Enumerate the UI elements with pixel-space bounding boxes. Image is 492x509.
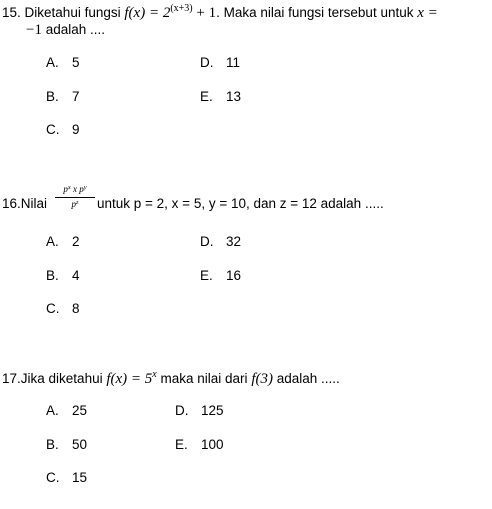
option-value: 7: [72, 89, 80, 104]
option-d[interactable]: [200, 234, 241, 249]
question-number: 16.: [2, 196, 21, 211]
exponent: x: [152, 369, 157, 380]
exponent: (x+3): [170, 3, 193, 14]
option-e[interactable]: [200, 268, 241, 283]
option-d[interactable]: [175, 403, 224, 418]
option-letter: A.: [46, 234, 59, 249]
fraction: [55, 184, 95, 211]
variable-x: x =: [417, 5, 438, 21]
option-letter: B.: [46, 89, 59, 104]
option-letter: D.: [200, 55, 214, 70]
option-b[interactable]: [46, 437, 87, 452]
option-b[interactable]: [46, 89, 80, 104]
option-letter: C.: [46, 470, 60, 485]
option-value: 125: [201, 403, 224, 418]
option-c[interactable]: [46, 122, 80, 137]
option-d[interactable]: [200, 55, 240, 70]
option-value: 32: [226, 234, 242, 249]
option-letter: A.: [46, 403, 59, 418]
option-letter: E.: [200, 268, 213, 283]
option-letter: C.: [46, 122, 60, 137]
option-a[interactable]: [46, 403, 87, 418]
option-value: 4: [72, 268, 80, 283]
question-text: adalah ....: [45, 22, 106, 37]
option-letter: D.: [200, 234, 214, 249]
option-letter: C.: [46, 301, 60, 316]
function-expression: f(x) = 2: [124, 5, 171, 21]
option-letter: A.: [46, 55, 59, 70]
option-value: 50: [72, 437, 88, 452]
option-value: 13: [226, 89, 242, 104]
question-text: adalah .....: [276, 371, 340, 386]
question-17-stem: [2, 370, 340, 389]
fraction-denominator: $p^z$: [71, 199, 79, 209]
function-tail: + 1: [196, 5, 217, 21]
option-a[interactable]: [46, 234, 80, 249]
question-16-stem-start: [2, 195, 47, 212]
question-number: 17.: [2, 371, 21, 386]
option-value: 11: [226, 55, 241, 70]
option-c[interactable]: [46, 301, 80, 316]
option-letter: B.: [46, 268, 59, 283]
question-number: 15.: [2, 5, 21, 20]
fraction-numerator: $p^x$ x $p^y$: [63, 184, 87, 194]
function-expression: f(x) = 5: [106, 371, 153, 387]
option-a[interactable]: [46, 55, 80, 70]
option-b[interactable]: [46, 268, 80, 283]
option-value: 8: [72, 301, 80, 316]
option-value: 16: [226, 268, 242, 283]
question-16-stem-end: [97, 195, 384, 212]
function-call: f(3): [251, 371, 273, 387]
option-value: 25: [72, 403, 88, 418]
option-letter: B.: [46, 437, 59, 452]
option-letter: E.: [200, 89, 213, 104]
option-value: 5: [72, 55, 80, 70]
fraction-bar: [55, 197, 95, 198]
question-15-stem-line2: [26, 21, 105, 39]
option-c[interactable]: [46, 470, 87, 485]
option-letter: E.: [175, 437, 188, 452]
question-text: untuk p = 2, x = 5, y = 10, dan z = 12 adalah .....: [97, 196, 384, 211]
option-value: 100: [201, 437, 224, 452]
option-letter: D.: [175, 403, 189, 418]
option-value: 15: [72, 470, 88, 485]
option-value: 9: [72, 122, 80, 137]
question-text: maka nilai dari: [160, 371, 248, 386]
option-e[interactable]: [200, 89, 241, 104]
question-text: Nilai: [20, 196, 48, 211]
question-text: . Maka nilai fungsi tersebut untuk: [216, 5, 414, 20]
question-text: Diketahui fungsi: [24, 5, 121, 20]
option-e[interactable]: [175, 437, 224, 452]
question-text: Jika diketahui: [20, 371, 103, 386]
option-value: 2: [72, 234, 80, 249]
input-value: −1: [26, 22, 42, 38]
